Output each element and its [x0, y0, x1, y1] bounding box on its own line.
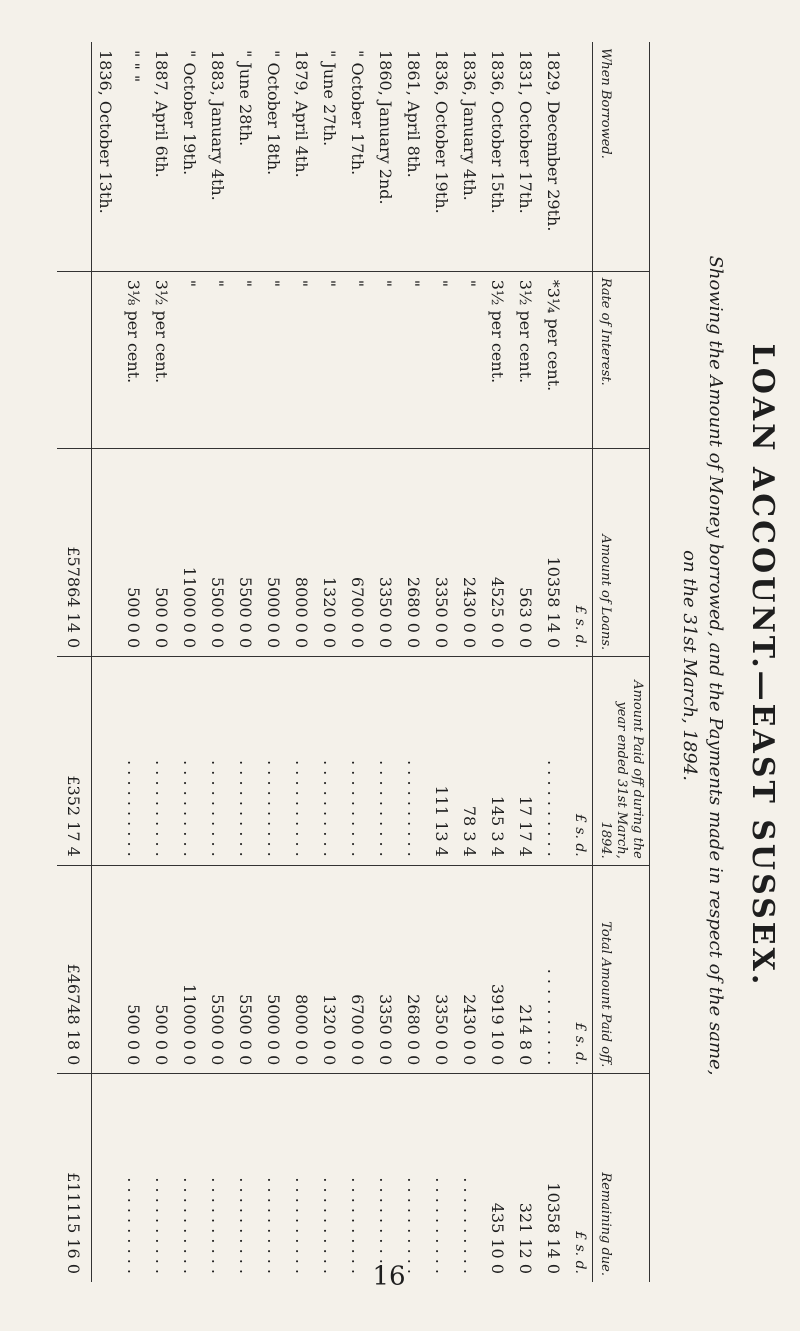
header-remaining-due: Remaining due. — [593, 1074, 650, 1282]
cell-paid-year: . . . . . . . . . . — [372, 657, 400, 866]
total-paid-year: £352 17 4 — [57, 657, 92, 866]
cell-amount-loan: 11000 0 0 — [176, 448, 204, 657]
cell-rate: " — [204, 271, 232, 448]
cell-rate: " — [400, 271, 428, 448]
cell-total-paid: 500 0 0 — [148, 865, 176, 1074]
table-header-row — [593, 42, 650, 1282]
cell-amount-loan: 3350 0 0 — [372, 448, 400, 657]
cell-rate: 3½ per cent. — [148, 271, 176, 448]
table-row — [120, 42, 148, 1282]
table-row — [512, 42, 540, 1282]
cell-when-borrowed: 1836, January 4th. — [456, 42, 484, 271]
cell-paid-year: . . . . . . . . . . — [344, 657, 372, 866]
cell-when-borrowed: 1860, January 2nd. — [372, 42, 400, 271]
table-row — [428, 42, 456, 1282]
cell-rate: " — [372, 271, 400, 448]
cell-remaining: . . . . . . . . . . — [292, 1177, 312, 1274]
cell-rate: 3½ per cent. — [512, 271, 540, 448]
cell-amount-loan: 2680 0 0 — [400, 448, 428, 657]
cell-when-borrowed: " October 17th. — [344, 42, 372, 271]
cell-total-paid: 11000 0 0 — [176, 865, 204, 1074]
caption-line-1: Showing the Amount of Money borrowed, and the Payments made in respect of the same, — [705, 255, 726, 1076]
cell-remaining: 321 12 0 — [516, 1202, 536, 1274]
cell-amount-loan: 4525 0 0 — [484, 448, 512, 657]
units-row — [568, 42, 593, 1282]
cell-when-borrowed: 1861, April 8th. — [400, 42, 428, 271]
cell-remaining: . . . . . . . . . . — [460, 1177, 480, 1274]
cell-remaining: . . . . . . . . . . — [236, 1177, 256, 1274]
cell-total-paid: 5500 0 0 — [204, 865, 232, 1074]
caption-line-2: on the 31st March, 1894. — [679, 550, 700, 781]
table-row — [372, 42, 400, 1282]
cell-total-paid: 3919 10 0 — [484, 865, 512, 1074]
cell-rate: " — [428, 271, 456, 448]
cell-rate: " — [176, 271, 204, 448]
units-cell-empty — [568, 42, 593, 271]
cell-remaining: . . . . . . . . . . — [348, 1177, 368, 1274]
loan-account-table — [57, 42, 650, 1282]
cell-when-borrowed: 1883, January 4th. — [204, 42, 232, 271]
table-row — [148, 42, 176, 1282]
cell-total-paid: 500 0 0 — [120, 865, 148, 1074]
cell-when-borrowed: 1887, April 6th. — [148, 42, 176, 271]
cell-total-paid: 3350 0 0 — [372, 865, 400, 1074]
cell-remaining: . . . . . . . . . . — [264, 1177, 284, 1274]
cell-amount-loan: 8000 0 0 — [288, 448, 316, 657]
cell-when-borrowed: 1836, October 13th. — [92, 42, 121, 271]
cell-when-borrowed: 1836, October 15th. — [484, 42, 512, 271]
cell-when-borrowed: 1829, December 29th. — [540, 42, 568, 271]
totals-spacer — [57, 271, 92, 448]
units-cell: £ s. d. — [568, 865, 593, 1074]
table-row — [344, 42, 372, 1282]
cell-rate: " — [456, 271, 484, 448]
cell-remaining: . . . . . . . . . . — [404, 1177, 424, 1274]
cell-amount-loan: 10358 14 0 — [540, 448, 568, 657]
cell-when-borrowed: " June 28th. — [232, 42, 260, 271]
cell-paid-year: 145 3 4 — [484, 657, 512, 866]
table-row — [204, 42, 232, 1282]
cell-remaining: 435 10 0 — [488, 1202, 508, 1274]
cell-when-borrowed: " " " — [120, 42, 148, 271]
cell-rate: *3¼ per cent. — [540, 271, 568, 448]
header-amount-of-loans: Amount of Loans. — [593, 448, 650, 657]
total-paid-off: £46748 18 0 — [57, 865, 92, 1074]
cell-paid-year: . . . . . . . . . . — [288, 657, 316, 866]
header-total-paid-off: Total Amount Paid off. — [593, 865, 650, 1074]
cell-amount-loan: 563 0 0 — [512, 448, 540, 657]
cell-remaining: . . . . . . . . . . — [376, 1177, 396, 1274]
cell-total-paid: 5000 0 0 — [260, 865, 288, 1074]
table-row — [260, 42, 288, 1282]
table-row — [456, 42, 484, 1282]
cell-amount-loan: 3350 0 0 — [428, 448, 456, 657]
cell-total-paid: 1320 0 0 — [316, 865, 344, 1074]
units-cell-empty — [568, 271, 593, 448]
cell-rate: " — [316, 271, 344, 448]
cell-paid-year: . . . . . . . . . . — [232, 657, 260, 866]
cell-total-paid: 214 8 0 — [512, 865, 540, 1074]
running-head: LOAN ACCOUNT.—EAST SUSSEX. — [745, 343, 780, 988]
cell-total-paid: 2680 0 0 — [400, 865, 428, 1074]
cell-rate: " — [260, 271, 288, 448]
cell-total-paid: 8000 0 0 — [288, 865, 316, 1074]
cell-when-borrowed: 1879, April 4th. — [288, 42, 316, 271]
cell-total-paid: 2430 0 0 — [456, 865, 484, 1074]
cell-paid-year: 78 3 4 — [456, 657, 484, 866]
cell-rate — [92, 271, 121, 448]
cell-total-paid: 5500 0 0 — [232, 865, 260, 1074]
total-remaining-due: £11115 16 0 — [57, 1074, 92, 1282]
header-when-borrowed: When Borrowed. — [593, 42, 650, 271]
table-row — [540, 42, 568, 1282]
table-row — [316, 42, 344, 1282]
cell-rate: 3½ per cent. — [484, 271, 512, 448]
cell-remaining: . . . . . . . . . . — [180, 1177, 200, 1274]
cell-amount-loan: 500 0 0 — [120, 448, 148, 657]
cell-amount-loan: 5000 0 0 — [260, 448, 288, 657]
cell-remaining: . . . . . . . . . . — [208, 1177, 228, 1274]
cell-total-paid — [92, 865, 121, 1074]
table-body — [92, 42, 593, 1282]
cell-amount-loan — [92, 448, 121, 657]
cell-paid-year: . . . . . . . . . . — [204, 657, 232, 866]
cell-total-paid: . . . . . . . . . . — [540, 865, 568, 1074]
cell-rate: 3⅛ per cent. — [120, 271, 148, 448]
table-row — [288, 42, 316, 1282]
cell-paid-year: 111 13 4 — [428, 657, 456, 866]
cell-when-borrowed: 1831, October 17th. — [512, 42, 540, 271]
totals-row — [57, 42, 92, 1282]
page-number: 16 — [372, 1261, 406, 1292]
totals-label — [57, 42, 92, 271]
cell-rate: " — [288, 271, 316, 448]
cell-amount-loan: 5500 0 0 — [204, 448, 232, 657]
cell-amount-loan: 500 0 0 — [148, 448, 176, 657]
table-row — [484, 42, 512, 1282]
cell-rate: " — [232, 271, 260, 448]
cell-paid-year: 17 17 4 — [512, 657, 540, 866]
cell-remaining: . . . . . . . . . . — [152, 1177, 172, 1274]
cell-paid-year: . . . . . . . . . . — [540, 657, 568, 866]
cell-paid-year: . . . . . . . . . . — [120, 657, 148, 866]
cell-rate: " — [344, 271, 372, 448]
cell-paid-year: . . . . . . . . . . — [316, 657, 344, 866]
cell-total-paid: 3350 0 0 — [428, 865, 456, 1074]
cell-amount-loan: 2430 0 0 — [456, 448, 484, 657]
table-row — [176, 42, 204, 1282]
total-amount-loans: £57864 14 0 — [57, 448, 92, 657]
cell-remaining — [92, 1074, 121, 1282]
cell-remaining: . . . . . . . . . . — [432, 1177, 452, 1274]
cell-when-borrowed: " October 19th. — [176, 42, 204, 271]
cell-amount-loan: 5500 0 0 — [232, 448, 260, 657]
cell-when-borrowed: " June 27th. — [316, 42, 344, 271]
table-row — [400, 42, 428, 1282]
cell-remaining: . . . . . . . . . . — [124, 1177, 144, 1274]
header-paid-off-year: Amount Paid off during the year ended 31st March, 1894. — [593, 657, 650, 866]
cell-paid-year: . . . . . . . . . . — [148, 657, 176, 866]
cell-paid-year: . . . . . . . . . . — [176, 657, 204, 866]
table-row — [92, 42, 121, 1282]
cell-remaining: . . . . . . . . . . — [320, 1177, 340, 1274]
cell-total-paid: 6700 0 0 — [344, 865, 372, 1074]
table-row — [232, 42, 260, 1282]
cell-amount-loan: 6700 0 0 — [344, 448, 372, 657]
cell-paid-year — [92, 657, 121, 866]
cell-paid-year: . . . . . . . . . . — [400, 657, 428, 866]
cell-remaining: 10358 14 0 — [544, 1182, 564, 1274]
units-cell: £ s. d. — [568, 657, 593, 866]
cell-paid-year: . . . . . . . . . . — [260, 657, 288, 866]
units-cell: £ s. d. — [568, 448, 593, 657]
header-rate-of-interest: Rate of Interest. — [593, 271, 650, 448]
cell-amount-loan: 1320 0 0 — [316, 448, 344, 657]
cell-when-borrowed: 1836, October 19th. — [428, 42, 456, 271]
cell-when-borrowed: " October 18th. — [260, 42, 288, 271]
units-cell: £ s. d. — [572, 1231, 588, 1274]
